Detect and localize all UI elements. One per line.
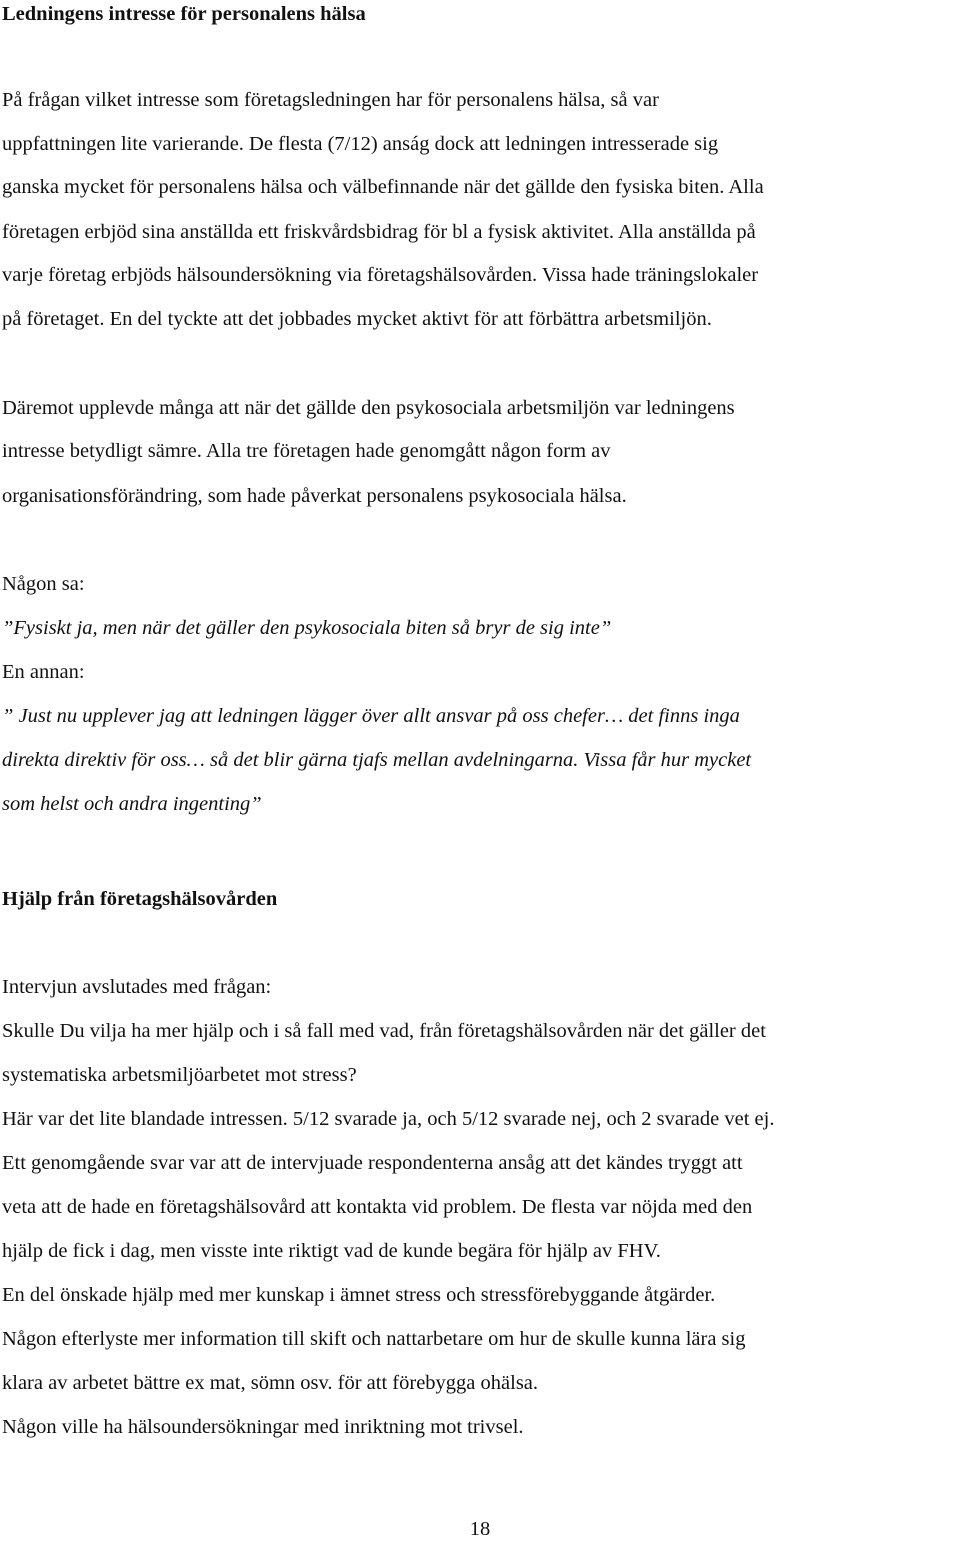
quote-text: direkta direktiv för oss… så det blir gärna tjafs mellan avdelningarna. Vissa får hur mycket	[2, 749, 752, 771]
section-heading-occupational-health: Hjälp från företagshälsovården	[2, 888, 278, 910]
paragraph-line: uppfattningen lite varierande. De flesta (7/12) anság dock att ledningen intresserade sig	[2, 133, 719, 155]
page-number: 18	[469, 1518, 491, 1540]
paragraph-line: En del önskade hjälp med mer kunskap i ämnet stress och stressförebyggande åtgärder.	[2, 1284, 716, 1306]
paragraph-line: varje företag erbjöds hälsoundersökning via företagshälsovården. Vissa hade träningslokaler	[2, 264, 759, 286]
paragraph-line: Någon efterlyste mer information till skift och nattarbetare om hur de skulle kunna lära sig	[2, 1328, 746, 1350]
paragraph-line: Intervjun avslutades med frågan:	[2, 976, 272, 998]
paragraph-line: intresse betydligt sämre. Alla tre företagen hade genomgått någon form av	[2, 440, 611, 462]
paragraph-line: Någon ville ha hälsoundersökningar med inriktning mot trivsel.	[2, 1416, 524, 1438]
paragraph-line: veta att de hade en företagshälsovård att kontakta vid problem. De flesta var nöjda med den	[2, 1196, 753, 1218]
paragraph-line: systematiska arbetsmiljöarbetet mot stress?	[2, 1064, 357, 1086]
paragraph-line: ganska mycket för personalens hälsa och välbefinnande när det gällde den fysiska biten. Alla	[2, 176, 764, 198]
quote-text: ” Just nu upplever jag att ledningen lägger över allt ansvar på oss chefer… det finns inga	[2, 705, 740, 727]
paragraph-line: på företaget. En del tyckte att det jobbades mycket aktivt för att förbättra arbetsmiljön.	[2, 308, 712, 330]
paragraph-line: Skulle Du vilja ha mer hjälp och i så fall med vad, från företagshälsovården när det gäller det	[2, 1020, 766, 1042]
paragraph-line: Ett genomgående svar var att de intervjuade respondenterna ansåg att det kändes tryggt att	[2, 1152, 743, 1174]
paragraph-line: Här var det lite blandade intressen. 5/12 svarade ja, och 5/12 svarade nej, och 2 svarade vet ej.	[2, 1108, 775, 1130]
quote-intro: En annan:	[2, 661, 85, 683]
quote-intro: Någon sa:	[2, 573, 85, 595]
paragraph-line: hjälp de fick i dag, men visste inte riktigt vad de kunde begära för hjälp av FHV.	[2, 1240, 661, 1262]
paragraph-line: Däremot upplevde många att när det gällde den psykosociala arbetsmiljön var ledningens	[2, 397, 735, 419]
paragraph-line: klara av arbetet bättre ex mat, sömn osv. för att förebygga ohälsa.	[2, 1372, 539, 1394]
paragraph-line: På frågan vilket intresse som företagsledningen har för personalens hälsa, så var	[2, 89, 659, 111]
paragraph-line: organisationsförändring, som hade påverkat personalens psykosociala hälsa.	[2, 485, 627, 507]
section-heading-management-interest: Ledningens intresse för personalens hälsa	[2, 3, 366, 25]
quote-text: ”Fysiskt ja, men när det gäller den psykosociala biten så bryr de sig inte”	[2, 617, 612, 639]
quote-text: som helst och andra ingenting”	[2, 793, 262, 815]
paragraph-line: företagen erbjöd sina anställda ett friskvårdsbidrag för bl a fysisk aktivitet. Alla anställda på	[2, 221, 756, 243]
